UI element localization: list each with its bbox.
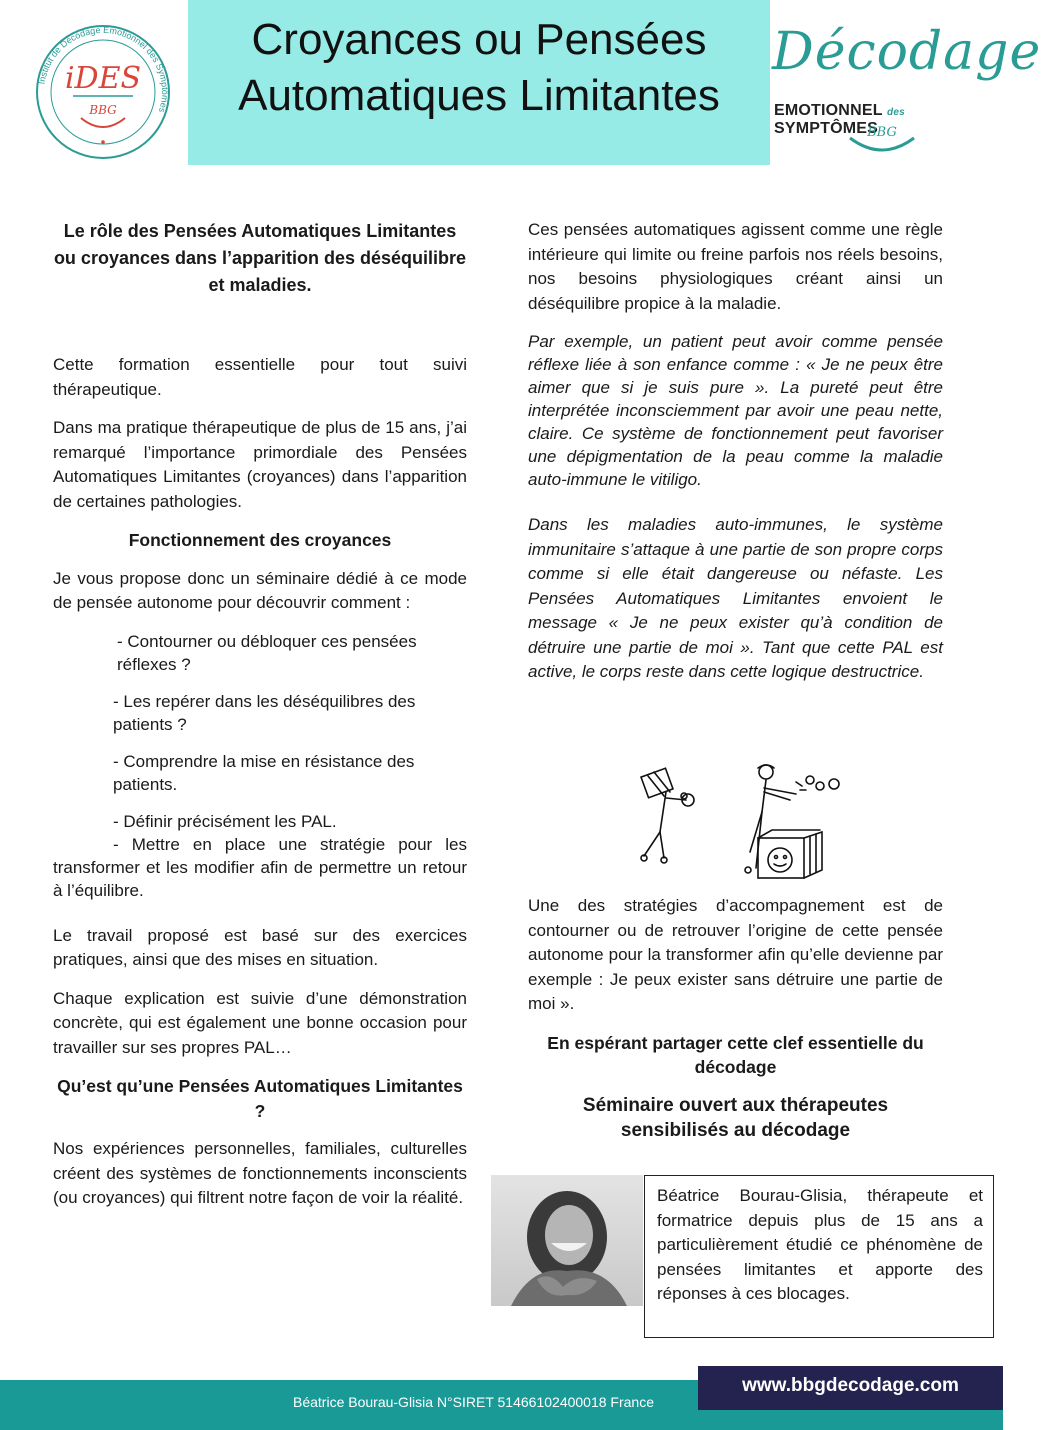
- title-banner: [188, 0, 770, 165]
- example-paragraph: Par exemple, un patient peut avoir comme pensée réflexe liée à son enfance comme : « Je ne peux être aimer que si je suis pure ». La pureté peut être interprétée inconsciemment par avoir une peau nette, claire. Ce système de fonctionnement peut favoriser une dépigmentation de la peau comme la maladie auto-immune le vitiligo.: [528, 332, 943, 489]
- exercise-paragraph: Le travail proposé est basé sur des exercices pratiques, ainsi que des mises en situation.: [53, 925, 467, 969]
- title-line-1: Croyances ou Pensées: [251, 15, 707, 64]
- page-title: [188, 0, 770, 124]
- practice-paragraph: Dans ma pratique thérapeutique de plus de 15 ans, j’ai remarqué l’importance primordiale des Pensées Automatiques Limitantes (croyances) dans l’apparition de certaines pathologies.: [53, 418, 467, 511]
- section-heading-functioning: Fonctionnement des croyances: [128, 530, 392, 550]
- logo-smile-mark: [842, 122, 922, 158]
- left-column: [53, 218, 467, 1211]
- audience-heading: Séminaire ouvert aux thérapeutes sensibilisés au décodage: [582, 1094, 889, 1141]
- logo-main-text: iDES: [64, 61, 142, 96]
- svg-text:BBG: BBG: [867, 125, 897, 140]
- rule-paragraph: Ces pensées automatiques agissent comme une règle intérieure qui limite ou freine parfois nos réels besoins, nos besoins physiologiques créant ainsi un déséquilibre propice à la maladie.: [528, 220, 943, 313]
- logo-ring-text: Institut de Décodage Emotionnel des Symptômes: [36, 24, 171, 114]
- author-bio-text: Béatrice Bourau-Glisia, thérapeute et formatrice depuis plus de 15 ans a particulièrement étudié ce phénomène de pensées limitantes et apporte des réponses à ces blocages.: [657, 1186, 983, 1303]
- logo-sub-text: BBG: [89, 103, 117, 117]
- list-item: - Les repérer dans les déséquilibres des patients ?: [113, 691, 416, 734]
- seminar-paragraph: Je vous propose donc un séminaire dédié à ce mode de pensée autonome pour découvrir comment :: [53, 568, 467, 612]
- intro-heading: Le rôle des Pensées Automatiques Limitantes ou croyances dans l’apparition des déséquilibre et maladies.: [53, 221, 467, 295]
- closing-heading: En espérant partager cette clef essentielle du décodage: [547, 1032, 924, 1077]
- title-line-2: Automatiques Limitantes: [238, 71, 720, 120]
- right-column-lower: [528, 894, 943, 1143]
- right-column: [528, 218, 943, 685]
- autoimmune-paragraph: Dans les maladies auto-immunes, le système immunitaire s’attaque à une partie de son propre corps comme si elle était dangereuse ou néfaste. Les Pensées Automatiques Limitantes envoient le message « Je ne peux exister qu’à condition de détruire une partie de moi ». Tant que cette PAL est active, le corps reste dans cette logique destructrice.: [528, 515, 943, 681]
- logo-script: Décodage: [772, 22, 1041, 82]
- definition-paragraph: Nos expériences personnelles, familiales, culturelles créent des systèmes de fonctionnements inconscients (ou croyances) qui filtrent notre façon de voir la réalité.: [53, 1139, 467, 1207]
- intro-paragraph: Cette formation essentielle pour tout suivi thérapeutique.: [53, 355, 467, 399]
- stick-figure-illustration: [630, 762, 860, 882]
- list-item: - Contourner ou débloquer ces pensées réflexes ?: [117, 631, 417, 674]
- footer-siret: Béatrice Bourau-Glisia N°SIRET 51466102400018 France: [293, 1394, 654, 1410]
- list-item: - Mettre en place une stratégie pour les transformer et les modifier afin de permettre un retour à l’équilibre.: [53, 834, 467, 900]
- list-item: - Comprendre la mise en résistance des patients.: [113, 751, 415, 794]
- logo-tagline: EMOTIONNEL des SYMPTÔMES: [774, 102, 905, 137]
- decodage-logo: [772, 22, 1041, 160]
- author-bio-box: [644, 1175, 994, 1338]
- demonstration-paragraph: Chaque explication est suivie d’une démonstration concrète, qui est également une bonne occasion pour travailler sur ses propres PAL…: [53, 988, 467, 1057]
- strategy-paragraph: Une des stratégies d’accompagnement est de contourner ou de retrouver l’origine de cette pensée autonome pour la transformer afin qu’elle devienne par exemple : Je peux exister sans détruire une partie de moi ».: [528, 896, 943, 1013]
- ides-logo: [33, 22, 173, 162]
- website-link[interactable]: www.bbgdecodage.com: [698, 1366, 1003, 1410]
- author-photo: [491, 1175, 643, 1306]
- section-heading-definition: Qu’est qu’une Pensées Automatiques Limitantes ?: [57, 1076, 463, 1121]
- list-item: - Définir précisément les PAL.: [113, 811, 337, 831]
